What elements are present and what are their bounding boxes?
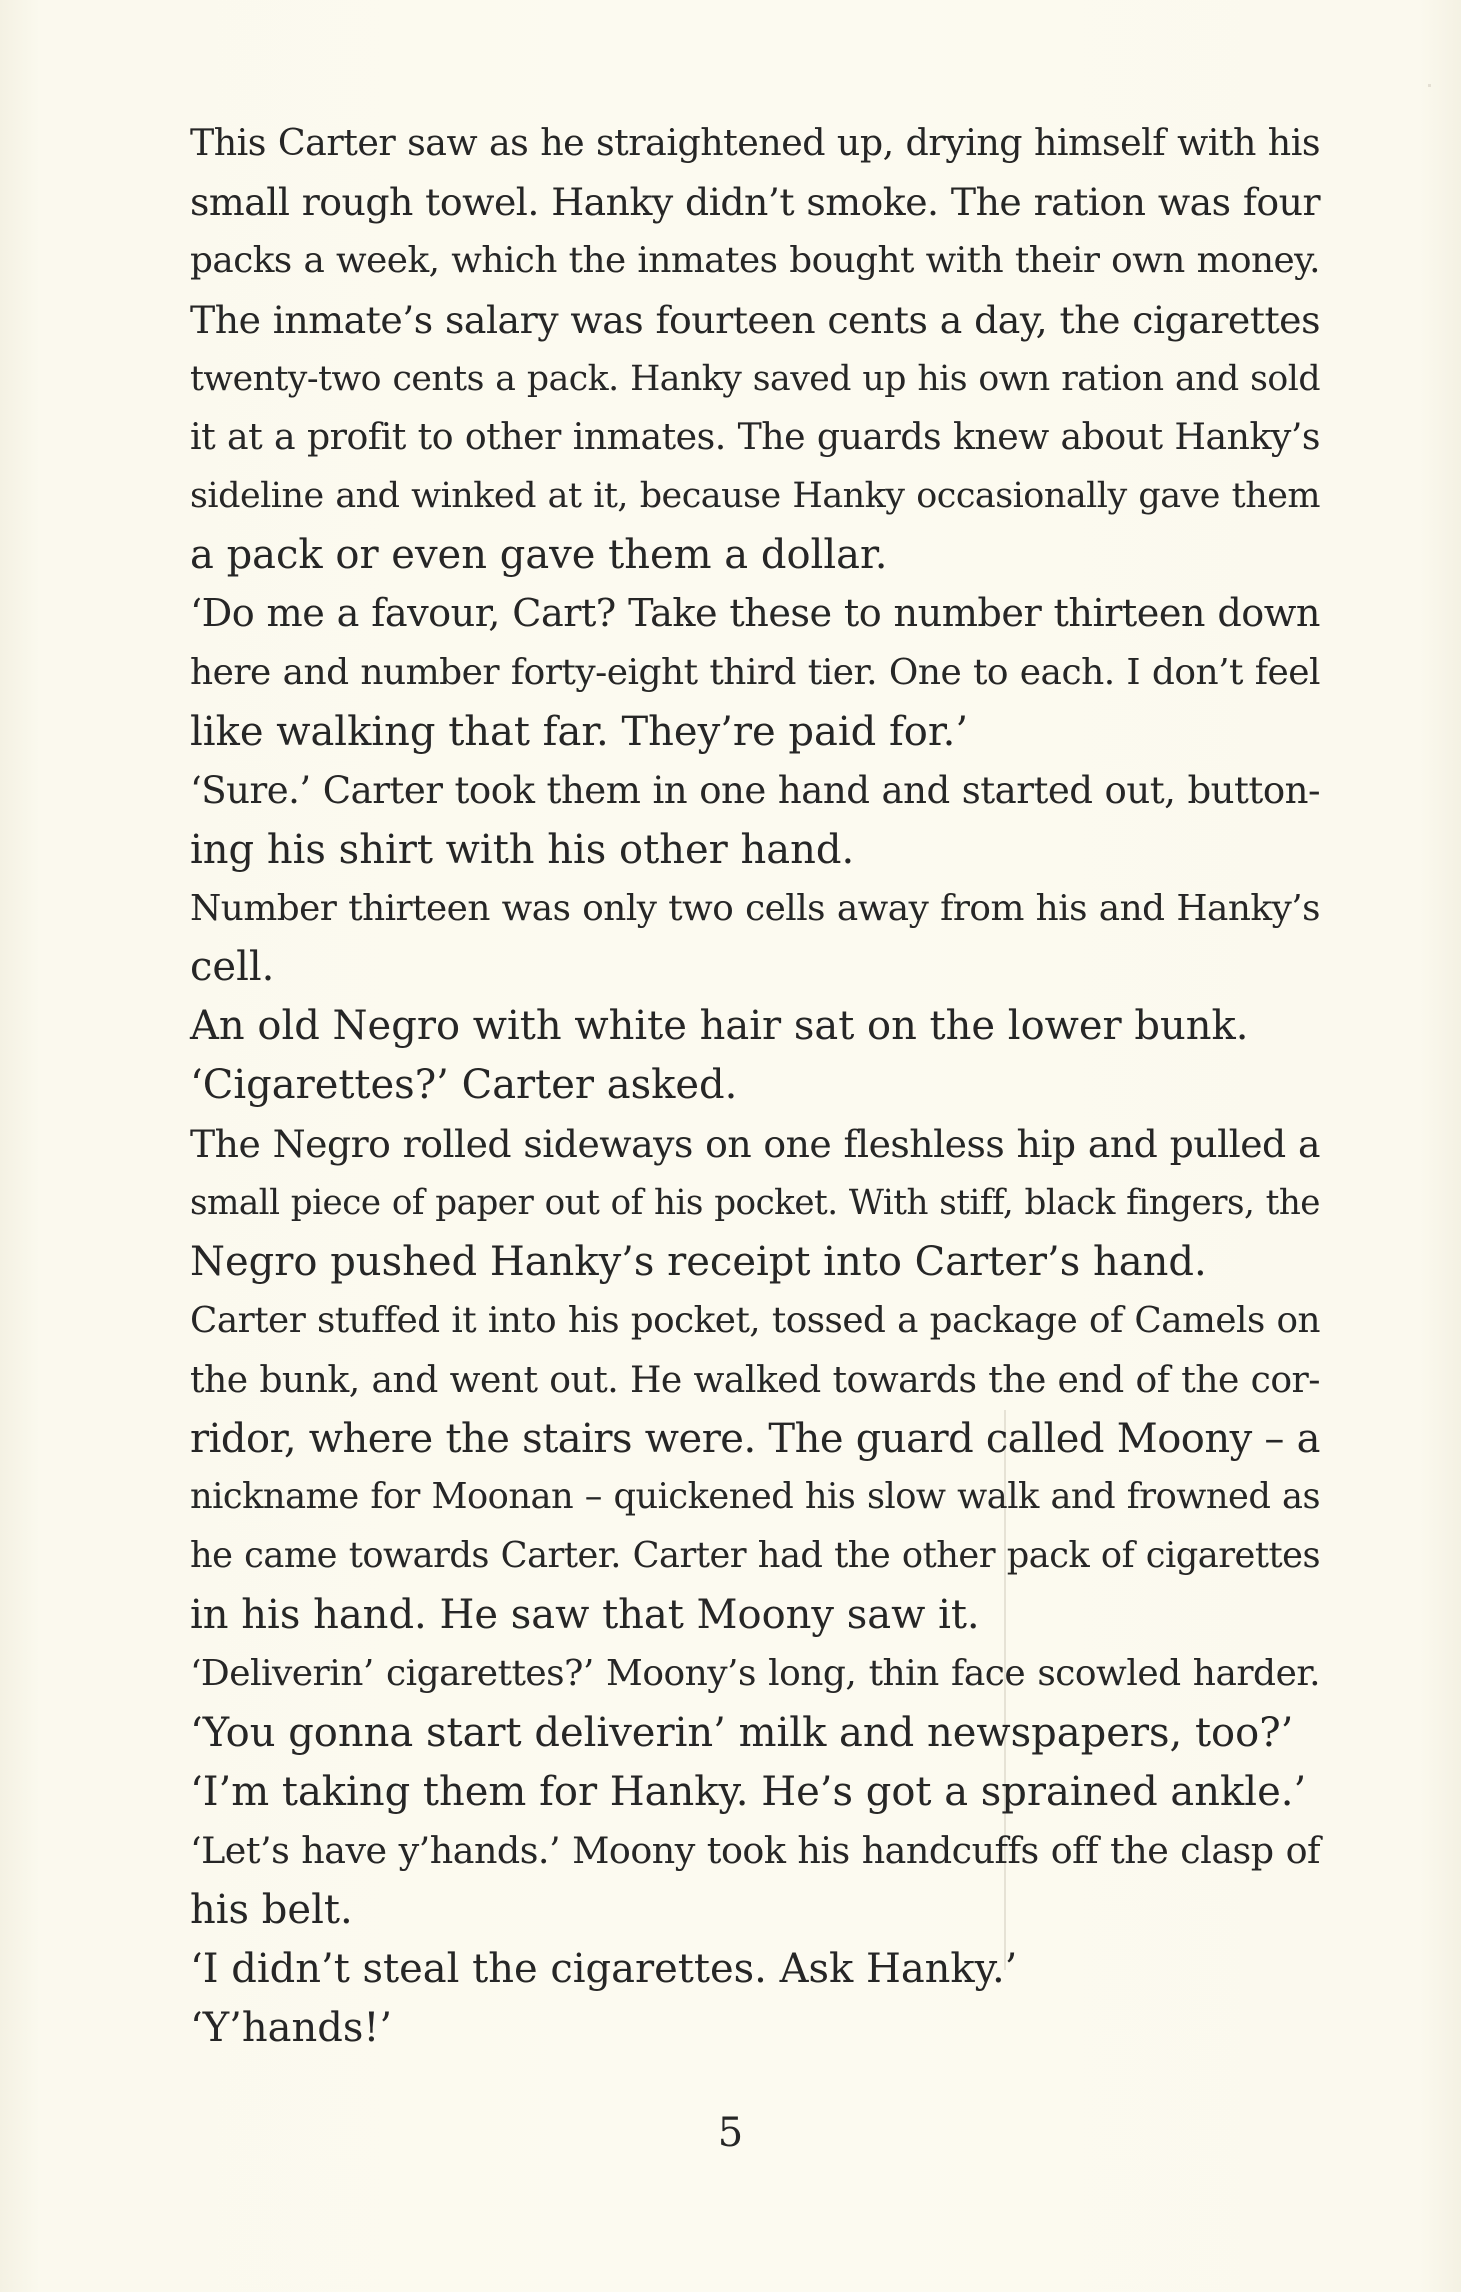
text-line: ‘Sure.’ Carter took them in one hand and started out, button- [190,768,1320,812]
text-line: in his hand. He saw that Moony saw it. [190,1592,980,1639]
paragraph [190,880,1320,998]
page-number: 5 [717,2110,744,2156]
text-line: ‘Y’hands!’ [190,2004,393,2051]
text-line: ‘You gonna start deliverin’ milk and newspapers, too?’ [190,1710,1294,1757]
paragraph [190,1763,1320,1822]
text-line: sideline and winked at it, because Hanky occasionally gave them [190,476,1320,517]
paragraph [190,1645,1320,1763]
text-line: small piece of paper out of his pocket. With stiff, black fingers, the [190,1183,1320,1224]
text-line: ing his shirt with his other hand. [190,826,855,873]
text-line: a pack or even gave them a dollar. [190,532,888,579]
body-text [190,114,1320,2057]
paragraph [190,1940,1320,1999]
paragraph [190,1056,1320,1115]
text-line: twenty-two cents a pack. Hanky saved up his own ration and sold [190,358,1320,399]
text-line: Number thirteen was only two cells away from his and Hanky’s [190,887,1320,929]
text-line: it at a profit to other inmates. The guards knew about Hanky’s [190,415,1320,459]
text-line: ‘Cigarettes?’ Carter asked. [190,1062,738,1109]
text-line: cell. [190,944,275,991]
text-line: ‘Do me a favour, Cart? Take these to number thirteen down [190,592,1320,637]
paragraph [190,762,1320,880]
scan-artifact-dot [1428,84,1431,87]
text-line: like walking that far. They’re paid for.’ [190,708,969,755]
text-line: ‘Let’s have y’hands.’ Moony took his handcuffs off the clasp of [190,1828,1320,1872]
text-line: his belt. [190,1886,353,1933]
text-line: The Negro rolled sideways on one fleshless hip and pulled a [190,1122,1320,1167]
text-line: ‘Deliverin’ cigarettes?’ Moony’s long, thin face scowled harder. [190,1653,1320,1695]
paragraph [190,1999,1320,2058]
text-line: Negro pushed Hanky’s receipt into Carter’s hand. [190,1238,1207,1285]
paragraph [190,1822,1320,1940]
text-line: Carter stuffed it into his pocket, tossed a package of Camels on [190,1299,1320,1341]
paragraph [190,1115,1320,1292]
text-line: ‘I’m taking them for Hanky. He’s got a sprained ankle.’ [190,1768,1307,1815]
text-line: ‘I didn’t steal the cigarettes. Ask Hanky.’ [190,1945,1018,1992]
text-line: The inmate’s salary was fourteen cents a day, the cigarettes [190,297,1320,342]
text-line: nickname for Moonan – quickened his slow walk and frowned as [190,1476,1320,1518]
text-line: packs a week, which the inmates bought with their own money. [190,239,1320,281]
text-line: he came towards Carter. Carter had the other pack of cigarettes [190,1535,1320,1577]
paragraph [190,997,1320,1056]
text-line: ridor, where the stairs were. The guard called Moony – a [190,1415,1320,1462]
text-line: This Carter saw as he straightened up, drying himself with his [190,121,1320,164]
paragraph [190,1292,1320,1645]
text-line: small rough towel. Hanky didn’t smoke. The ration was four [190,179,1320,224]
text-line: the bunk, and went out. He walked towards the end of the cor- [190,1358,1320,1401]
text-line: An old Negro with white hair sat on the lower bunk. [190,1003,1249,1050]
paragraph [190,114,1320,585]
paragraph [190,585,1320,762]
text-line: here and number forty-eight third tier. One to each. I don’t feel [190,652,1320,694]
